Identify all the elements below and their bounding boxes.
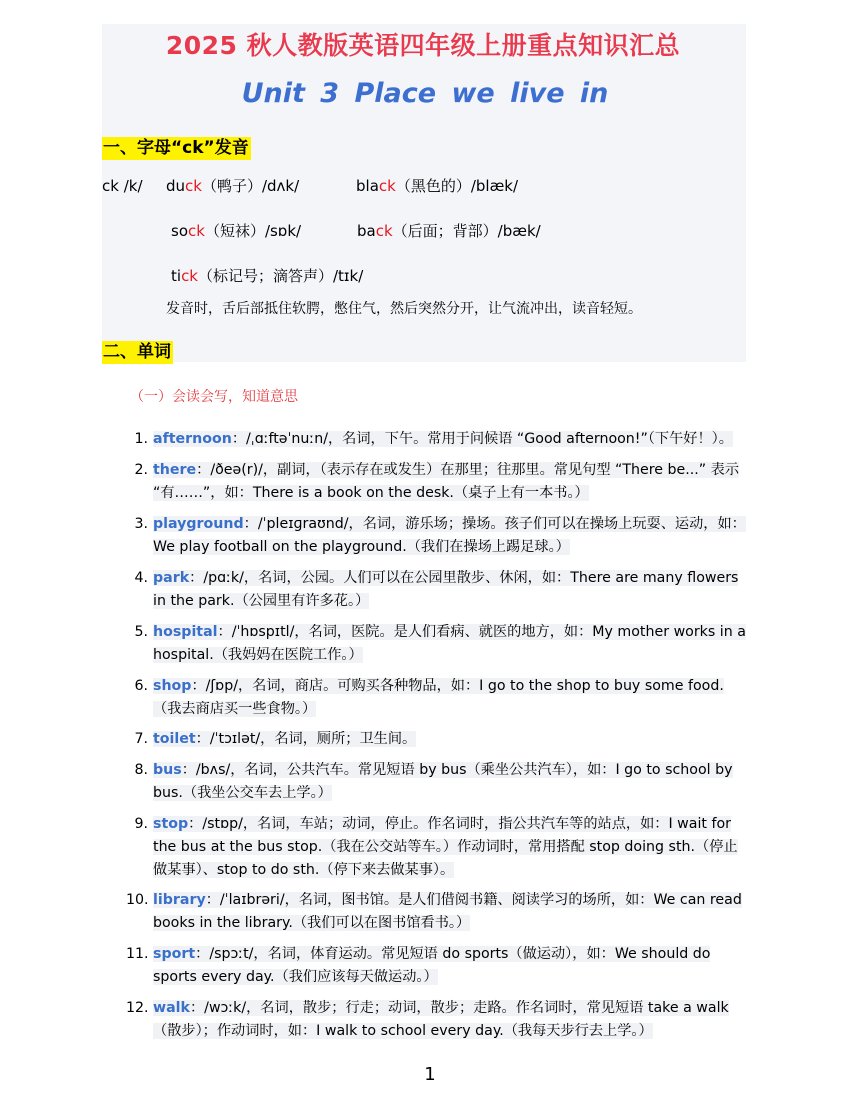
vocab-item [126, 428, 748, 451]
word-meaning: （标记号；滴答声）/tɪk/ [198, 267, 364, 285]
section-heading-words: 二、单词 [103, 342, 171, 362]
vocab-item [126, 943, 748, 989]
ck-word-black [356, 176, 518, 196]
subsection-heading: （一）会读会写，知道意思 [130, 389, 298, 405]
vocab-word: afternoon [153, 431, 232, 447]
pronunciation-note: 发音时，舌后部抵住软腭，憋住气，然后突然分开，让气流冲出，读音轻短。 [166, 301, 642, 317]
vocab-definition: ：/ˈpleɪɡraʊnd/，名词，游乐场；操场。孩子们可以在操场上玩耍、运动，如：We play football on the playground.（我们在操场上踢足球。） [153, 516, 746, 555]
word-part: ba [357, 222, 376, 240]
vocab-item [126, 889, 748, 935]
vocab-item [126, 513, 748, 559]
item-number: 1. [134, 431, 148, 447]
vocab-word: walk [153, 1000, 190, 1016]
ck-word-sock [171, 221, 301, 241]
word-part: bla [356, 177, 379, 195]
ck-highlight: ck [375, 222, 393, 240]
ck-highlight: ck [181, 267, 198, 285]
item-number: 10. [126, 892, 149, 908]
vocab-item [126, 759, 748, 805]
vocab-word: hospital [153, 624, 218, 640]
vocab-definition: ：/bʌs/，名词，公共汽车。常见短语 by bus（乘坐公共汽车），如：I go to school by bus.（我坐公交车去上学。） [153, 762, 733, 801]
word-meaning: （黑色的）/blæk/ [395, 177, 519, 195]
vocab-definition: ：/ðeə(r)/，副词，（表示存在或发生）在那里；往那里。常见句型 “There be...” 表示 “有……”，如：There is a book on the desk.（桌子上有一本书。） [153, 462, 740, 501]
item-number: 4. [134, 570, 148, 586]
ck-highlight: ck [378, 177, 396, 195]
vocab-word: there [153, 462, 197, 478]
page-number: 1 [424, 1064, 436, 1085]
item-number: 9. [134, 816, 148, 832]
ck-word-tick [171, 266, 363, 286]
vocab-definition: ：/ˈhɒspɪtl/，名词，医院。是人们看病、就医的地方，如：My mother works in a hospital.（我妈妈在医院工作。） [153, 624, 746, 663]
word-meaning: （后面；背部）/bæk/ [392, 222, 541, 240]
section-heading-ck: 一、字母“ck”发音 [103, 138, 249, 158]
item-number: 5. [134, 624, 148, 640]
vocab-definition: ：/spɔːt/，名词，体育运动。常见短语 do sports（做运动），如：We should do sports every day.（我们应该每天做运动。） [153, 946, 711, 985]
vocab-item [126, 997, 748, 1043]
vocab-item [126, 621, 748, 667]
vocab-word: playground [153, 516, 244, 532]
vocab-word: toilet [153, 731, 196, 747]
item-number: 8. [134, 762, 148, 778]
ck-highlight: ck [188, 222, 205, 240]
ck-row-1 [102, 176, 143, 196]
vocab-word: stop [153, 816, 189, 832]
document-title: 2025 秋人教版英语四年级上册重点知识汇总 [165, 31, 681, 60]
item-number: 2. [134, 462, 148, 478]
vocab-word: library [153, 892, 206, 908]
word-meaning: （短袜）/sɒk/ [204, 222, 302, 240]
vocab-definition: ：/ˈlaɪbrəri/，名词，图书馆。是人们借阅书籍、阅读学习的场所，如：We can read books in the library.（我们可以在图书馆看书。） [153, 892, 742, 931]
vocab-word: park [153, 570, 190, 586]
word-part: ti [171, 267, 182, 285]
unit-title: Unit 3 Place we live in [241, 78, 609, 109]
item-number: 12. [126, 1000, 149, 1016]
vocab-word: sport [153, 946, 196, 962]
vocab-item [126, 728, 748, 751]
vocab-item [126, 567, 748, 613]
vocab-item [126, 813, 748, 882]
ck-word-duck [166, 176, 299, 196]
item-number: 7. [134, 731, 148, 747]
ck-word-back [357, 221, 541, 241]
vocab-word: bus [153, 762, 182, 778]
vocab-item [126, 675, 748, 721]
ck-highlight: ck [185, 177, 202, 195]
vocab-definition: ：/ˌɑːftəˈnuːn/，名词，下午。常用于问候语 “Good afternoon!”（下午好！）。 [231, 431, 733, 447]
item-number: 11. [126, 946, 149, 962]
vocab-definition: ：/wɔːk/，名词，散步；行走；动词，散步；走路。作名词时，常见短语 take a walk（散步）；作动词时，如：I walk to school every day.（我每天步行去上学。） [153, 1000, 729, 1039]
vocab-definition: ：/ˈtɔɪlət/，名词，厕所；卫生间。 [195, 731, 417, 747]
vocab-item [126, 459, 748, 505]
word-meaning: （鸭子）/dʌk/ [201, 177, 300, 195]
vocab-definition: ：/pɑːk/，名词，公园。人们可以在公园里散步、休闲，如：There are many flowers in the park.（公园里有许多花。） [153, 570, 739, 609]
vocab-word: shop [153, 678, 192, 694]
vocab-definition: ：/stɒp/，名词，车站；动词，停止。作名词时，指公共汽车等的站点，如：I wait for the bus at the bus stop.（我在公交站等车。）作动词时，常用搭配 stop doing sth.（停止做某事）、stop to do sth.（停下来去做某事）。 [153, 816, 738, 878]
word-part: du [166, 177, 186, 195]
item-number: 6. [134, 678, 148, 694]
word-part: so [171, 222, 188, 240]
ck-prefix: ck /k/ [102, 177, 143, 195]
item-number: 3. [134, 516, 148, 532]
vocab-definition: ：/ʃɒp/，名词，商店。可购买各种物品，如：I go to the shop to buy some food.（我去商店买一些食物。） [153, 678, 724, 717]
